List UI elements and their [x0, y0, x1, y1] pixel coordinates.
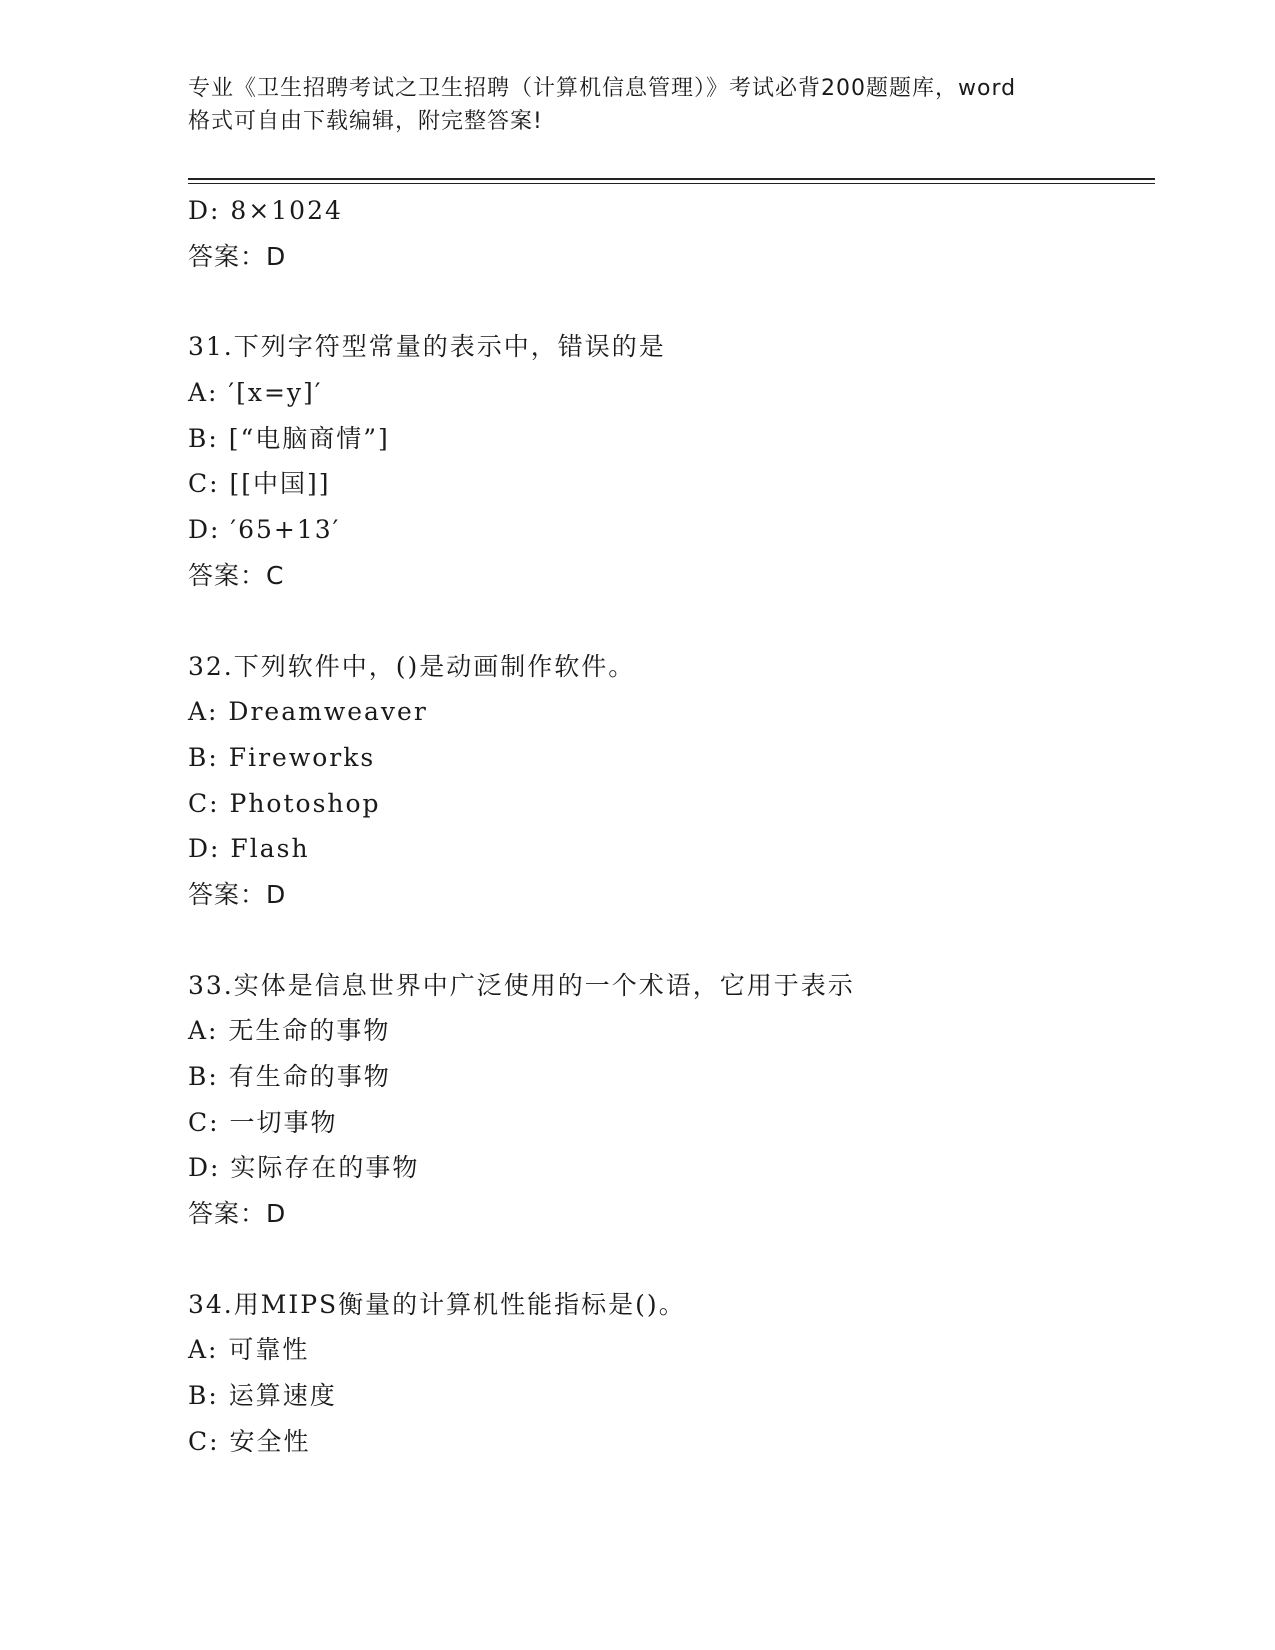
header-line-1: 专业《卫生招聘考试之卫生招聘（计算机信息管理）》考试必背200题题库，word	[188, 76, 1017, 101]
answer-line: 答案：D	[188, 879, 287, 909]
document-header	[188, 72, 1088, 138]
question-block-31	[188, 324, 1148, 598]
option-b: B: 运算速度	[188, 1381, 337, 1411]
option-a: A: 无生命的事物	[188, 1016, 391, 1046]
option-d: D: ′65+13′	[188, 515, 341, 545]
answer-line: 答案：C	[188, 560, 285, 590]
question-stem: 32.下列软件中，()是动画制作软件。	[188, 651, 636, 681]
option-b: B: Fireworks	[188, 742, 376, 772]
option-c: C: Photoshop	[188, 788, 381, 818]
option-a: A: Dreamweaver	[188, 697, 428, 727]
option-c: C: 安全性	[188, 1426, 311, 1456]
question-block-34	[188, 1282, 1148, 1465]
option-d: D: 8×1024	[188, 196, 343, 225]
header-line-2: 格式可自由下载编辑，附完整答案!	[188, 109, 543, 134]
option-b: B: [“电脑商情”]	[188, 423, 390, 453]
answer-line: 答案：D	[188, 241, 287, 271]
option-d: D: 实际存在的事物	[188, 1153, 420, 1183]
question-stem: 33.实体是信息世界中广泛使用的一个术语，它用于表示	[188, 970, 855, 1000]
option-c: C: 一切事物	[188, 1107, 338, 1137]
option-a: A: 可靠性	[188, 1335, 310, 1365]
question-list	[188, 188, 1148, 1465]
option-b: B: 有生命的事物	[188, 1062, 391, 1091]
option-d: D: Flash	[188, 834, 310, 864]
question-stem: 34.用MIPS衡量的计算机性能指标是()。	[188, 1289, 686, 1319]
question-block-32	[188, 644, 1148, 918]
option-c: C: [[中国]]	[188, 469, 331, 499]
option-a: A: ′[x=y]′	[188, 378, 323, 408]
question-block-33	[188, 963, 1148, 1237]
header-divider-thin	[188, 183, 1155, 184]
question-stem: 31.下列字符型常量的表示中，错误的是	[188, 332, 666, 362]
answer-line: 答案：D	[188, 1199, 287, 1229]
header-divider-thick	[188, 178, 1155, 180]
